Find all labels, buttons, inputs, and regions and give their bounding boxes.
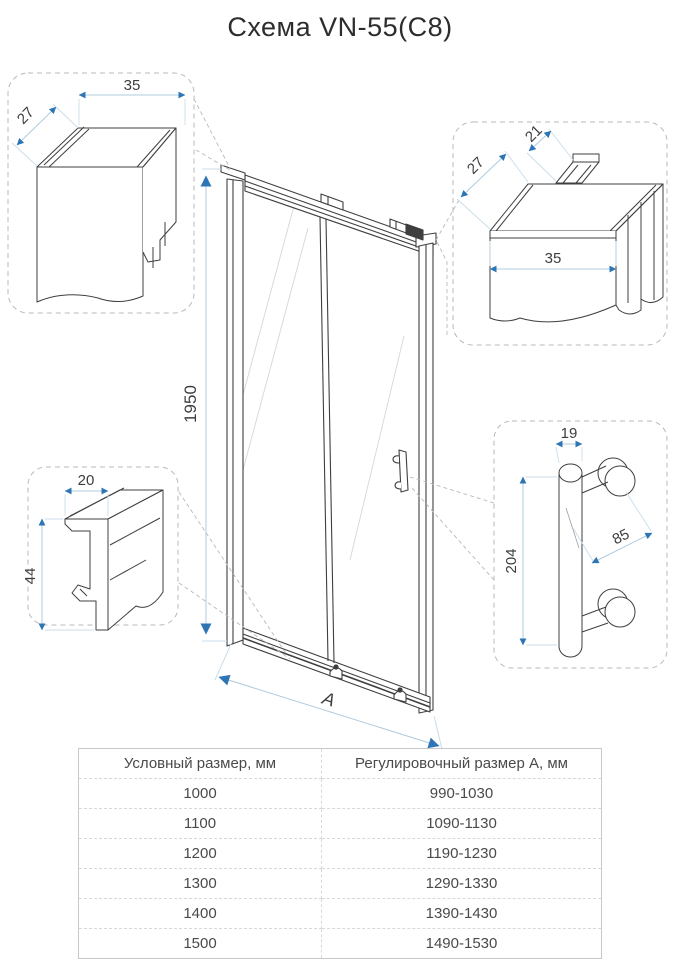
callout-leader-lines (194, 99, 230, 170)
door-handle (393, 450, 408, 492)
table-cell: 1000 (79, 779, 322, 809)
table-row (79, 809, 602, 839)
table-cell: 1100 (79, 809, 322, 839)
table-header-row (79, 749, 602, 779)
table-row (79, 779, 602, 809)
table-cell: 1390-1430 (322, 899, 602, 929)
dim-label-27: 27 (463, 153, 488, 178)
dim-label-door-height: 1950 (181, 385, 200, 423)
wall-profile-right-drawing (490, 154, 663, 322)
dim-label-35: 35 (544, 250, 562, 267)
dim-35-top-left (79, 77, 185, 125)
dim-label-204: 204 (503, 548, 520, 574)
table-row (79, 839, 602, 869)
callout-leader-lines (436, 200, 459, 335)
table-cell: 990-1030 (322, 779, 602, 809)
table-cell: 1290-1330 (322, 869, 602, 899)
door-drawing (221, 165, 436, 713)
dim-label-85: 85 (609, 525, 633, 549)
dim-label-19: 19 (560, 425, 578, 442)
bottom-rail-profile-drawing (65, 488, 163, 630)
callout-handle (410, 421, 667, 668)
dim-35-top-right (490, 241, 616, 269)
dim-label-20: 20 (77, 472, 95, 489)
dim-label-35: 35 (123, 77, 141, 94)
door-frame (221, 165, 436, 713)
table-cell: 1500 (79, 929, 322, 959)
dim-label-27: 27 (13, 103, 38, 128)
table-cell: 1090-1130 (322, 809, 602, 839)
callout-top-left-profile (8, 73, 230, 313)
glass-reflections (230, 202, 404, 560)
size-table (78, 748, 602, 959)
table-cell: 1400 (79, 899, 322, 929)
table-header-adjustment-size: Регулировочный размер А, мм (322, 749, 602, 779)
handle-drawing (559, 458, 635, 657)
table-cell: 1490-1530 (425, 935, 498, 952)
table-cell: 1300 (79, 869, 322, 899)
dim-label-44: 44 (22, 567, 39, 585)
dim-85 (573, 492, 652, 563)
dim-label-door-width: A (320, 687, 338, 711)
table-header-nominal-size: Условный размер, мм (79, 749, 322, 779)
wall-profile-left-drawing (37, 127, 176, 302)
dim-44 (22, 519, 94, 630)
table-cell: 1190-1230 (322, 839, 602, 869)
table-row (79, 929, 602, 959)
door-height-dimension (181, 169, 227, 641)
table-row (79, 899, 602, 929)
dim-204 (503, 477, 557, 645)
page-title: Схема VN-55(C8) (227, 12, 453, 42)
table-cell: 1200 (79, 839, 322, 869)
dim-19 (556, 425, 582, 463)
callout-top-right-profile (436, 122, 667, 345)
table-row (79, 869, 602, 899)
dim-label-21: 21 (521, 121, 546, 146)
